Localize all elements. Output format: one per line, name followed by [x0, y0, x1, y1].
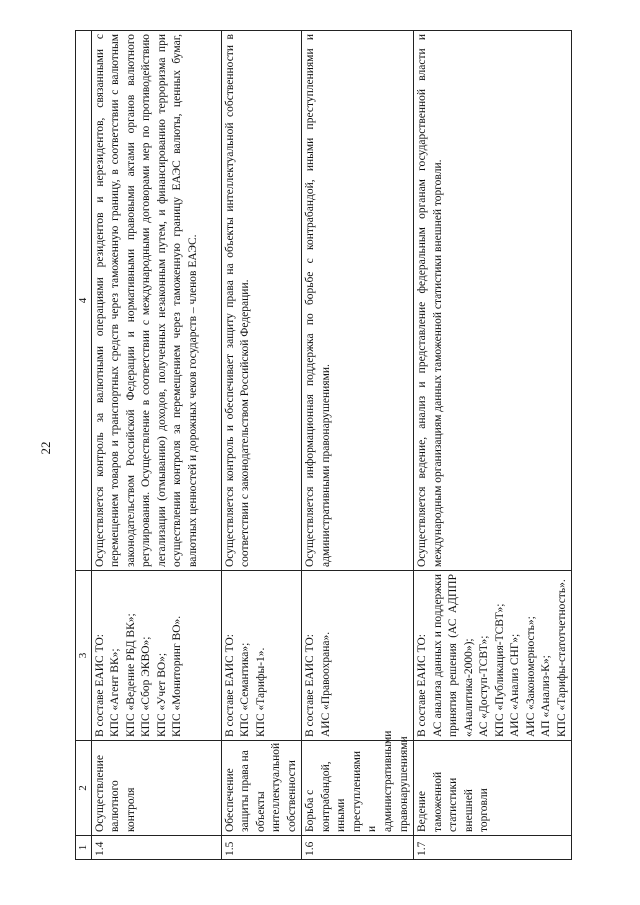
system-item: В составе ЕАИС ТО:	[304, 634, 317, 737]
system-item: АИС «Правоохрана».	[319, 631, 332, 737]
system-item: АП «Анализ-К»;	[540, 655, 553, 737]
system-item: КПС «Тарифы-1».	[254, 647, 267, 737]
systems-table	[75, 30, 572, 860]
table-row	[414, 31, 572, 860]
system-item: КПС «Тарифы-статотчетность».	[555, 579, 568, 737]
system-item: В составе ЕАИС ТО:	[93, 634, 106, 737]
rotated-table-container	[75, 30, 568, 860]
row-area: Ведение таможенной статистики внешней торговли	[414, 741, 572, 836]
header-col-4: 4	[76, 31, 92, 571]
row-area: Осуществление валютного контроля	[91, 741, 221, 836]
system-item: АИС «Закономерность»;	[524, 616, 537, 737]
row-systems	[91, 571, 221, 741]
row-description: Осуществляется ведение, анализ и представление федеральным органам государственной власти и международным организациям данных таможенной статистики внешней торговли.	[414, 31, 572, 571]
header-col-2: 2	[76, 741, 92, 836]
system-item: КПС «Ведение РБД ВК»;	[124, 613, 137, 737]
system-item: КПС «Учет ВО»;	[155, 652, 168, 737]
row-area: Обеспечение защиты права на объекты интеллектуальной собственности	[221, 741, 302, 836]
row-systems	[221, 571, 302, 741]
row-number: 1.4	[91, 836, 221, 860]
row-description: Осуществляется контроль за валютными операциями резидентов и нерезидентов, связанными с перемещением товаров и транспортных средств через таможенную границу, в соответствии с валютным законодательством Российской Федерации и нормативными правовыми актами органов валютного регулирования. Осуществление в соответствии с международными договорами мер по противодействию легализации (отмыванию) доходов, полученных незаконным путем, и финансированию терроризма при осуществлении контроля за перемещением через таможенную границу ЕАЭС валюты, ценных бумаг, валютных ценностей и дорожных чеков государств – членов ЕАЭС.	[91, 31, 221, 571]
system-item: КПС «Сбор ЭКВО»;	[140, 636, 153, 737]
table-header-row	[76, 31, 92, 860]
system-item: АС анализа данных и поддержки принятия решения (АС АДППР «Аналитика-2000»);	[431, 574, 475, 737]
row-number: 1.6	[302, 836, 414, 860]
row-area: Борьба с контрабандой, иными преступлениями и административными правонарушениями	[302, 741, 414, 836]
system-item: АИС «Анализ СНГ»;	[509, 633, 522, 737]
table-row	[302, 31, 414, 860]
table-row	[221, 31, 302, 860]
system-item: КПС «Агент ВК»;	[109, 648, 122, 737]
row-systems	[414, 571, 572, 741]
page-number: 22	[38, 441, 53, 455]
row-number: 1.5	[221, 836, 302, 860]
system-item: АС «Доступ-ТСВТ»;	[478, 635, 491, 737]
row-description: Осуществляется информационная поддержка по борьбе с контрабандой, иными преступлениями и административными правонарушениями.	[302, 31, 414, 571]
system-item: КПС «Публикация-ТСВТ»;	[493, 603, 506, 737]
header-col-1: 1	[76, 836, 92, 860]
system-item: КПС «Семантика»;	[239, 642, 252, 737]
row-description: Осуществляется контроль и обеспечивает защиту права на объекты интеллектуальной собственности в соответствии с законодательством Российской Федерации.	[221, 31, 302, 571]
row-number: 1.7	[414, 836, 572, 860]
system-item: КПС «Мониторинг ВО».	[171, 615, 184, 737]
system-item: В составе ЕАИС ТО:	[416, 634, 429, 737]
system-item: В составе ЕАИС ТО:	[223, 634, 236, 737]
row-systems	[302, 571, 414, 741]
header-col-3: 3	[76, 571, 92, 741]
table-row	[91, 31, 221, 860]
